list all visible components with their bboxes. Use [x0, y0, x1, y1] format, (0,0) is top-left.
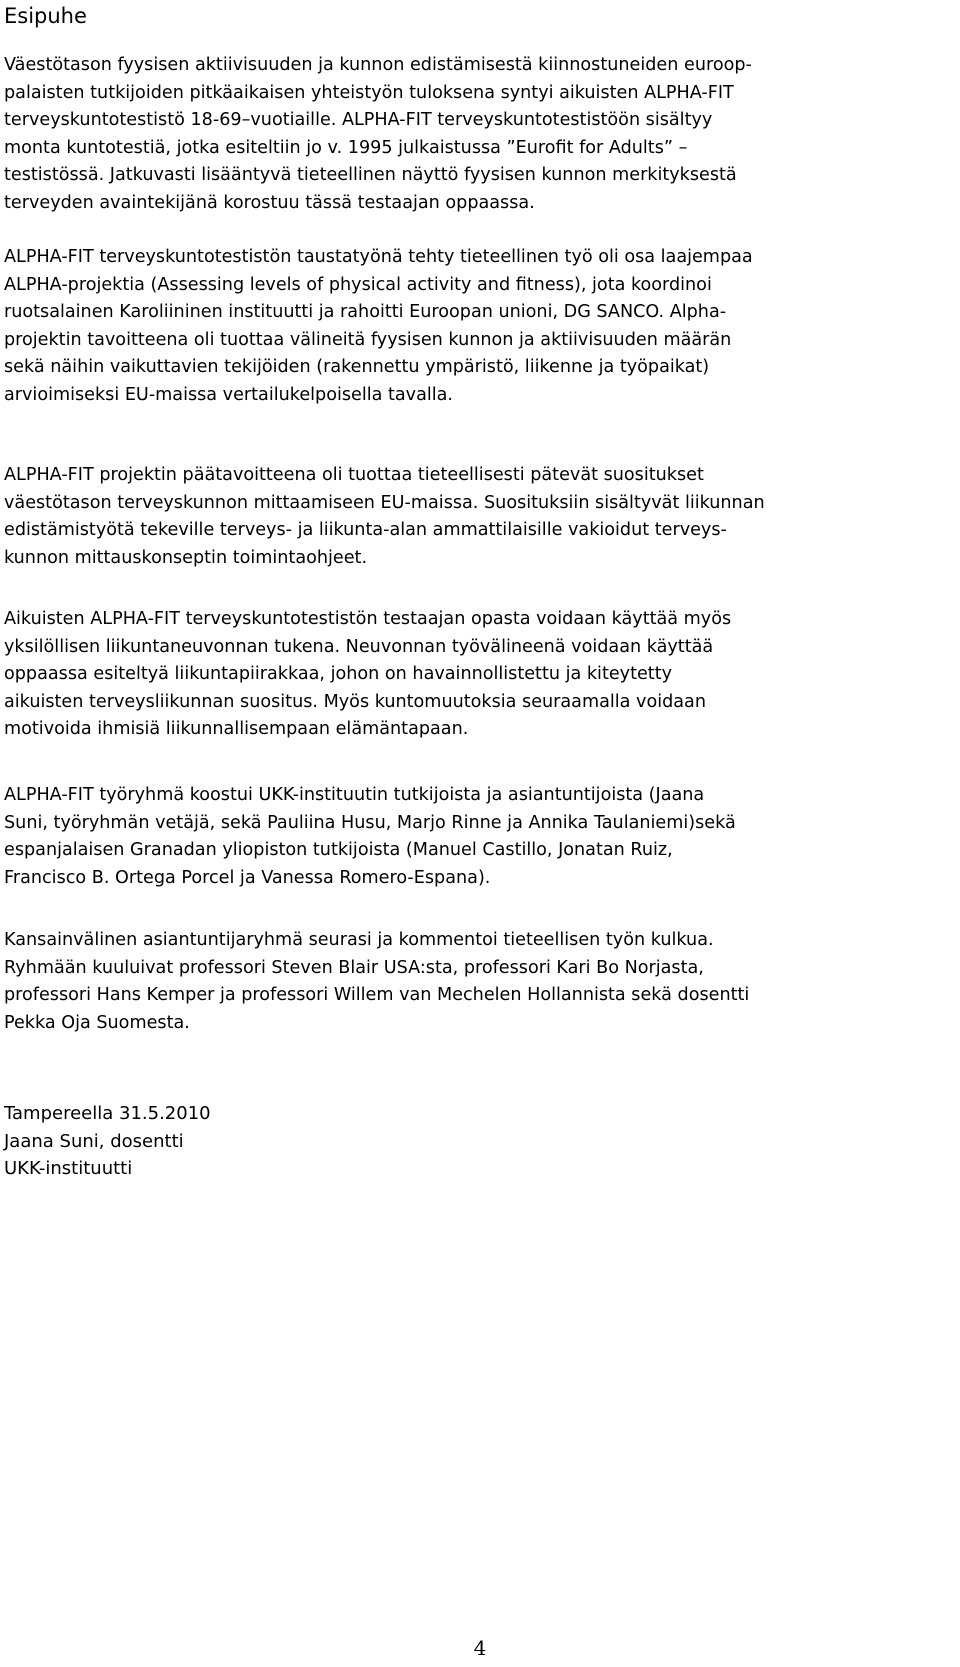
paragraph-line: testistössä. Jatkuvasti lisääntyvä tieteellinen näyttö fyysisen kunnon merkityksestä	[4, 165, 737, 185]
paragraph-line: Aikuisten ALPHA-FIT terveyskuntotestistön testaajan opasta voidaan käyttää myös	[4, 609, 732, 629]
paragraph-line: arvioimiseksi EU-maissa vertailukelpoisella tavalla.	[4, 384, 454, 405]
signature-block	[4, 1100, 211, 1183]
paragraph-line: Suni, työryhmän vetäjä, sekä Pauliina Husu, Marjo Rinne ja Annika Taulaniemi)sekä	[4, 812, 736, 833]
page-number: 4	[473, 1636, 487, 1660]
signature-organization: UKK-instituutti	[4, 1158, 133, 1179]
signature-name: Jaana Suni, dosentti	[4, 1130, 184, 1152]
paragraph-line: Pekka Oja Suomesta.	[4, 1012, 190, 1033]
paragraph-line: Ryhmään kuuluivat professori Steven Blair USA:sta, professori Kari Bo Norjasta,	[4, 957, 704, 978]
page-heading: Esipuhe	[4, 4, 87, 28]
paragraph-line: terveyden avaintekijänä korostuu tässä testaajan oppaassa.	[4, 192, 535, 213]
paragraph-6	[4, 927, 944, 1037]
paragraph-line: terveyskuntotestistö 18-69–vuotiaille. ALPHA-FIT terveyskuntotestistöön sisältyy	[4, 110, 713, 130]
paragraph-line: ALPHA-FIT työryhmä koostui UKK-instituutin tutkijoista ja asiantuntijoista (Jaana	[4, 785, 705, 805]
paragraph-line: Francisco B. Ortega Porcel ja Vanessa Romero-Espana).	[4, 867, 491, 888]
paragraph-line: sekä näihin vaikuttavien tekijöiden (rakennettu ympäristö, liikenne ja työpaikat)	[4, 357, 710, 377]
paragraph-line: ALPHA-FIT terveyskuntotestistön taustatyönä tehty tieteellinen työ oli osa laajempaa	[4, 247, 753, 267]
paragraph-line: edistämistyötä tekeville terveys- ja liikunta-alan ammattilaisille vakioidut terveys-	[4, 520, 727, 540]
paragraph-line: espanjalaisen Granadan yliopiston tutkijoista (Manuel Castillo, Jonatan Ruiz,	[4, 840, 673, 860]
paragraph-line: professori Hans Kemper ja professori Willem van Mechelen Hollannista sekä dosentti	[4, 985, 750, 1005]
paragraph-line: projektin tavoitteena oli tuottaa välineitä fyysisen kunnon ja aktiivisuuden määrän	[4, 329, 732, 350]
paragraph-4	[4, 606, 944, 744]
paragraph-line: ALPHA-FIT projektin päätavoitteena oli tuottaa tieteellisesti pätevät suositukset	[4, 465, 704, 485]
paragraph-line: motivoida ihmisiä liikunnallisempaan elämäntapaan.	[4, 719, 469, 739]
paragraph-line: kunnon mittauskonseptin toimintaohjeet.	[4, 547, 368, 568]
paragraph-line: yksilöllisen liikuntaneuvonnan tukena. Neuvonnan työvälineenä voidaan käyttää	[4, 636, 714, 657]
paragraph-line: monta kuntotestiä, jotka esiteltiin jo v. 1995 julkaistussa ”Eurofit for Adults” –	[4, 137, 688, 158]
paragraph-line: ruotsalainen Karoliininen instituutti ja rahoitti Euroopan unioni, DG SANCO. Alpha-	[4, 302, 727, 322]
paragraph-1	[4, 52, 944, 217]
paragraph-5	[4, 782, 944, 892]
paragraph-line: Kansainvälinen asiantuntijaryhmä seurasi ja kommentoi tieteellisen työn kulkua.	[4, 930, 714, 950]
signature-place-date: Tampereella 31.5.2010	[4, 1103, 211, 1124]
paragraph-line: Väestötason fyysisen aktiivisuuden ja kunnon edistämisestä kiinnostuneiden euroop-	[4, 55, 752, 75]
paragraph-line: aikuisten terveysliikunnan suositus. Myös kuntomuutoksia seuraamalla voidaan	[4, 691, 706, 712]
paragraph-line: ALPHA-projektia (Assessing levels of physical activity and fitness), jota koordinoi	[4, 274, 712, 295]
paragraph-line: palaisten tutkijoiden pitkäaikaisen yhteistyön tuloksena syntyi aikuisten ALPHA-FIT	[4, 82, 734, 103]
paragraph-2	[4, 244, 944, 409]
paragraph-line: oppaassa esiteltyä liikuntapiirakkaa, johon on havainnollistettu ja kiteytetty	[4, 664, 673, 684]
paragraph-3	[4, 462, 944, 572]
paragraph-line: väestötason terveyskunnon mittaamiseen EU-maissa. Suosituksiin sisältyvät liikunnan	[4, 492, 765, 513]
